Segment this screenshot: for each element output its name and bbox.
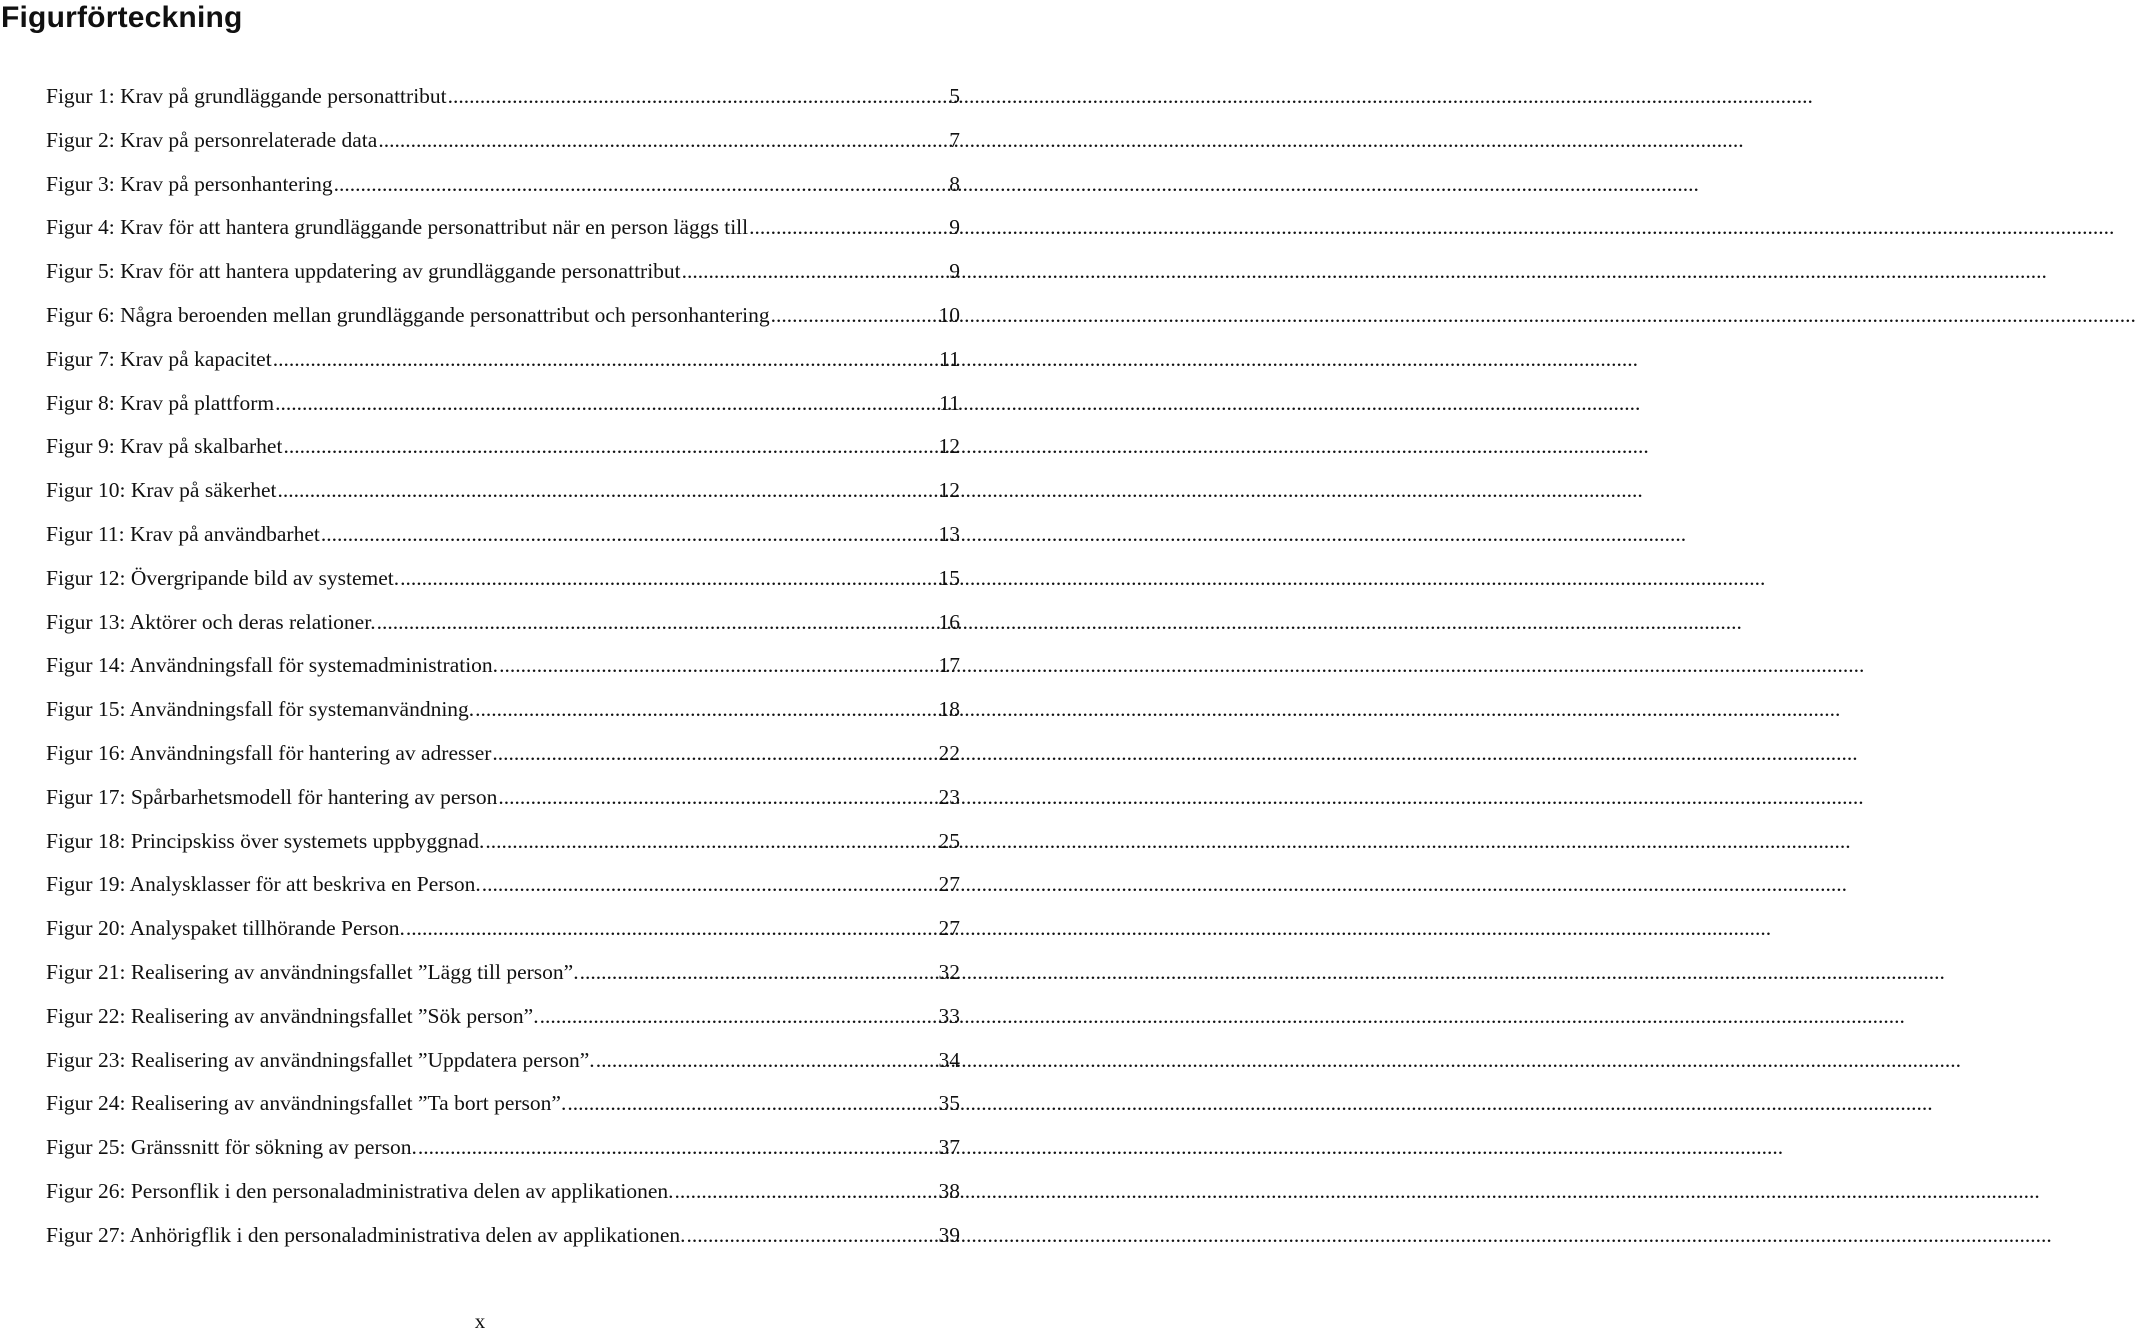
toc-entry-page-number: 13 xyxy=(938,521,960,546)
toc-entry-label: Figur 11: Krav på användbarhet xyxy=(46,521,320,546)
figure-list xyxy=(46,79,960,1262)
toc-entry-page-number: 35 xyxy=(938,1091,960,1116)
toc-entry[interactable] xyxy=(46,167,960,211)
dot-leader xyxy=(321,517,936,551)
toc-entry-page-number: 39 xyxy=(938,1222,960,1247)
dot-leader xyxy=(277,473,935,507)
dot-leader xyxy=(273,342,937,376)
toc-entry[interactable] xyxy=(46,79,960,123)
dot-leader xyxy=(378,123,946,157)
toc-entry-label: Figur 3: Krav på personhantering xyxy=(46,171,333,196)
dot-leader xyxy=(492,736,935,770)
dot-leader xyxy=(448,79,947,113)
toc-entry-label: Figur 14: Användningsfall för systemadministration. xyxy=(46,653,499,678)
toc-entry-page-number: 7 xyxy=(949,127,960,152)
toc-entry-label: Figur 17: Spårbarhetsmodell för hantering av person xyxy=(46,784,498,809)
page-title: Figurförteckning xyxy=(1,1,243,34)
dot-leader xyxy=(485,824,935,858)
toc-entry-label: Figur 19: Analysklasser för att beskriva en Person. xyxy=(46,872,481,897)
dot-leader xyxy=(596,1043,936,1077)
dot-leader xyxy=(499,648,935,682)
toc-entry[interactable] xyxy=(46,780,960,824)
toc-entry[interactable] xyxy=(46,736,960,780)
toc-entry-label: Figur 6: Några beroenden mellan grundläggande personattribut och personhantering xyxy=(46,302,770,327)
toc-entry-label: Figur 18: Principskiss över systemets uppbyggnad. xyxy=(46,828,485,853)
toc-entry[interactable] xyxy=(46,429,960,473)
toc-entry-label: Figur 25: Gränssnitt för sökning av person. xyxy=(46,1135,417,1160)
toc-entry[interactable] xyxy=(46,1043,960,1087)
dot-leader xyxy=(283,429,935,463)
dot-leader xyxy=(687,1218,936,1252)
toc-entry-label: Figur 23: Realisering av användningsfallet ”Uppdatera person”. xyxy=(46,1047,595,1072)
toc-entry-label: Figur 15: Användningsfall för systemanvändning. xyxy=(46,697,475,722)
dot-leader xyxy=(334,167,947,201)
toc-entry-page-number: 16 xyxy=(938,609,960,634)
toc-entry-label: Figur 4: Krav för att hantera grundläggande personattribut när en person läggs till xyxy=(46,215,749,240)
toc-entry[interactable] xyxy=(46,955,960,999)
dot-leader xyxy=(377,605,936,639)
toc-entry[interactable] xyxy=(46,824,960,868)
dot-leader xyxy=(275,386,936,420)
toc-entry[interactable] xyxy=(46,210,960,254)
dot-leader xyxy=(771,298,936,332)
toc-entry-label: Figur 2: Krav på personrelaterade data xyxy=(46,127,378,152)
toc-entry-label: Figur 10: Krav på säkerhet xyxy=(46,478,277,503)
dot-leader xyxy=(475,692,935,726)
toc-entry-label: Figur 21: Realisering av användningsfallet ”Lägg till person”. xyxy=(46,959,579,984)
dot-leader xyxy=(482,867,936,901)
toc-entry-page-number: 27 xyxy=(938,916,960,941)
dot-leader xyxy=(567,1086,935,1120)
toc-entry-page-number: 23 xyxy=(938,784,960,809)
toc-entry[interactable] xyxy=(46,386,960,430)
toc-entry[interactable] xyxy=(46,1130,960,1174)
toc-entry-page-number: 18 xyxy=(938,697,960,722)
toc-entry[interactable] xyxy=(46,298,960,342)
toc-entry-page-number: 25 xyxy=(938,828,960,853)
toc-entry[interactable] xyxy=(46,867,960,911)
toc-entry-page-number: 34 xyxy=(938,1047,960,1072)
toc-entry-page-number: 32 xyxy=(938,959,960,984)
toc-entry[interactable] xyxy=(46,648,960,692)
dot-leader xyxy=(675,1174,936,1208)
dot-leader xyxy=(400,561,935,595)
toc-entry[interactable] xyxy=(46,1218,960,1262)
toc-entry-page-number: 37 xyxy=(938,1135,960,1160)
toc-entry-label: Figur 12: Övergripande bild av systemet. xyxy=(46,565,400,590)
toc-entry-page-number: 10 xyxy=(938,302,960,327)
toc-entry-page-number: 15 xyxy=(938,565,960,590)
toc-entry-label: Figur 5: Krav för att hantera uppdatering av grundläggande personattribut xyxy=(46,259,681,284)
toc-entry-page-number: 11 xyxy=(939,346,960,371)
toc-entry-page-number: 38 xyxy=(938,1178,960,1203)
toc-entry-page-number: 12 xyxy=(938,478,960,503)
dot-leader xyxy=(682,254,947,288)
toc-entry[interactable] xyxy=(46,1086,960,1130)
toc-entry-label: Figur 22: Realisering av användningsfallet ”Sök person”. xyxy=(46,1003,539,1028)
toc-entry-page-number: 5 xyxy=(949,84,960,108)
toc-entry[interactable] xyxy=(46,605,960,649)
toc-entry-label: Figur 13: Aktörer och deras relationer. xyxy=(46,609,376,634)
toc-entry[interactable] xyxy=(46,1174,960,1218)
toc-entry-label: Figur 1: Krav på grundläggande personattribut xyxy=(46,84,447,108)
toc-entry[interactable] xyxy=(46,123,960,167)
toc-entry-page-number: 33 xyxy=(938,1003,960,1028)
toc-entry-page-number: 9 xyxy=(949,259,960,284)
dot-leader xyxy=(540,999,936,1033)
toc-entry-label: Figur 27: Anhörigflik i den personaladministrativa delen av applikationen. xyxy=(46,1222,686,1247)
toc-entry[interactable] xyxy=(46,561,960,605)
dot-leader xyxy=(418,1130,936,1164)
toc-entry[interactable] xyxy=(46,517,960,561)
toc-entry[interactable] xyxy=(46,999,960,1043)
toc-entry-page-number: 17 xyxy=(938,653,960,678)
dot-leader xyxy=(749,210,946,244)
toc-entry-label: Figur 16: Användningsfall för hantering av adresser xyxy=(46,740,492,765)
toc-entry-page-number: 11 xyxy=(939,390,960,415)
toc-entry-page-number: 9 xyxy=(949,215,960,240)
toc-entry[interactable] xyxy=(46,342,960,386)
toc-entry-page-number: 27 xyxy=(938,872,960,897)
toc-entry[interactable] xyxy=(46,911,960,955)
toc-entry[interactable] xyxy=(46,692,960,736)
toc-entry-label: Figur 8: Krav på plattform xyxy=(46,390,275,415)
toc-entry-label: Figur 24: Realisering av användningsfallet ”Ta bort person”. xyxy=(46,1091,567,1116)
toc-entry-page-number: 8 xyxy=(949,171,960,196)
toc-entry-label: Figur 7: Krav på kapacitet xyxy=(46,346,272,371)
toc-entry[interactable] xyxy=(46,254,960,298)
dot-leader xyxy=(498,780,935,814)
dot-leader xyxy=(580,955,936,989)
toc-entry-label: Figur 26: Personflik i den personaladministrativa delen av applikationen. xyxy=(46,1178,674,1203)
toc-entry-page-number: 22 xyxy=(938,740,960,765)
toc-entry-label: Figur 9: Krav på skalbarhet xyxy=(46,434,283,459)
dot-leader xyxy=(406,911,936,945)
footer-page-number: x xyxy=(474,1309,486,1333)
toc-entry[interactable] xyxy=(46,473,960,517)
toc-entry-page-number: 12 xyxy=(938,434,960,459)
toc-entry-label: Figur 20: Analyspaket tillhörande Person. xyxy=(46,916,405,941)
